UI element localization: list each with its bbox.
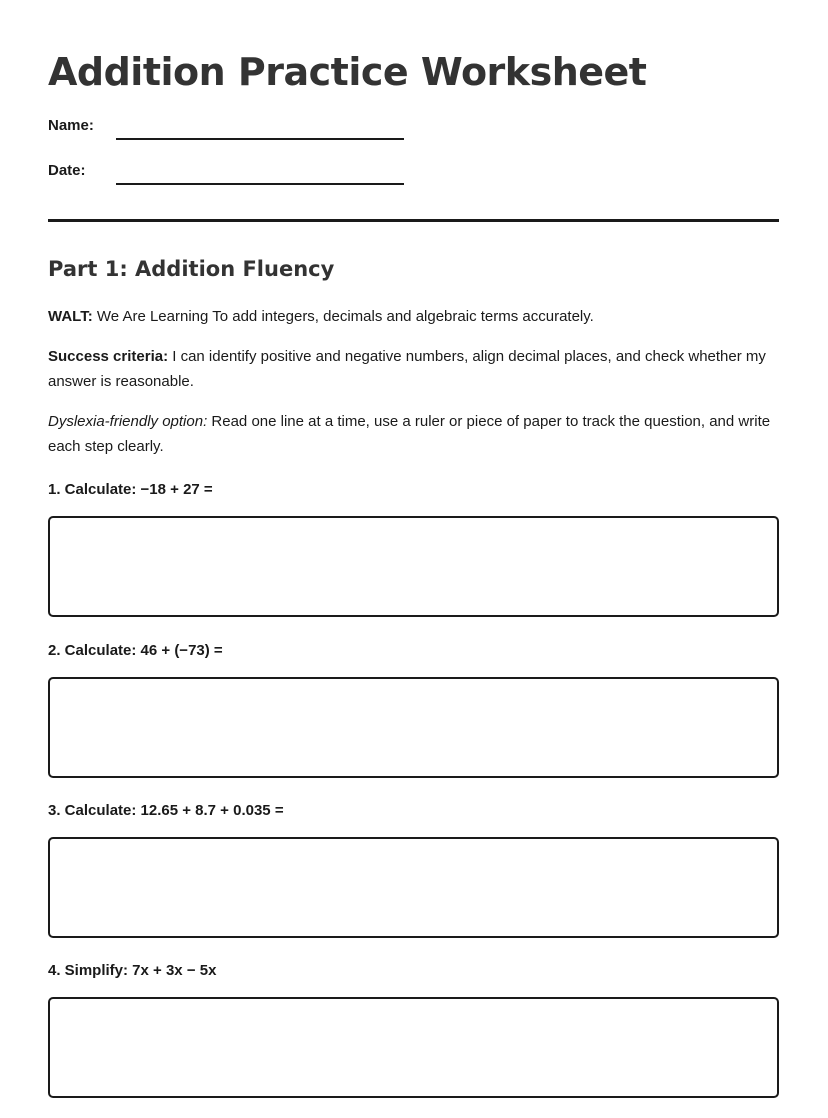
success-criteria <box>48 344 779 394</box>
answer-box-4[interactable] <box>48 997 779 1098</box>
answer-box-3[interactable] <box>48 837 779 938</box>
dyslexia-option-label: Dyslexia-friendly option: <box>48 413 208 430</box>
date-label: Date: <box>48 162 86 179</box>
date-field-row <box>48 162 404 179</box>
success-criteria-label: Success criteria: <box>48 348 169 365</box>
question-2: 2. Calculate: 46 + (−73) = <box>48 642 223 659</box>
success-criteria-text: I can identify positive and negative numbers, align decimal places, and check whether my answer is reasonable. <box>48 348 766 390</box>
walt-text: We Are Learning To add integers, decimals and algebraic terms accurately. <box>92 308 594 325</box>
question-3: 3. Calculate: 12.65 + 8.7 + 0.035 = <box>48 802 284 819</box>
dyslexia-option <box>48 409 779 459</box>
answer-box-2[interactable] <box>48 677 779 778</box>
question-4: 4. Simplify: 7x + 3x − 5x <box>48 962 217 979</box>
answer-box-1[interactable] <box>48 516 779 617</box>
header-divider <box>48 219 779 222</box>
walt-label: WALT: <box>48 308 93 325</box>
question-1: 1. Calculate: −18 + 27 = <box>48 481 213 498</box>
page-title: Addition Practice Worksheet <box>48 50 647 94</box>
section-heading: Part 1: Addition Fluency <box>48 257 335 281</box>
date-field[interactable] <box>116 183 404 185</box>
name-field-row <box>48 117 404 134</box>
dyslexia-option-text: Read one line at a time, use a ruler or piece of paper to track the question, and write each step clearly. <box>48 413 771 455</box>
walt-statement <box>48 304 779 329</box>
name-field[interactable] <box>116 138 404 140</box>
name-label: Name: <box>48 117 94 134</box>
